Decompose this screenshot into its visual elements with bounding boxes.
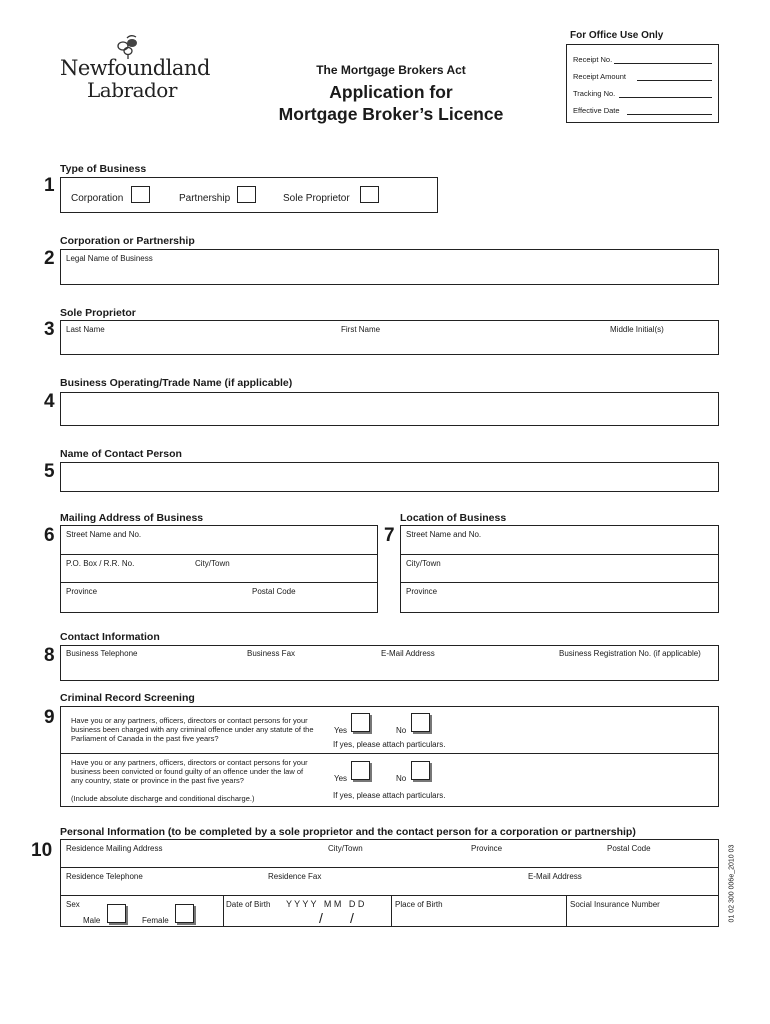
date-of-birth-format: Y Y Y Y M M D D: [286, 899, 365, 909]
dob-slash-2: /: [350, 910, 354, 926]
residence-telephone-label: Residence Telephone: [66, 872, 143, 881]
q1-no-checkbox[interactable]: [411, 713, 430, 732]
female-label: Female: [142, 916, 169, 925]
q2-yes-checkbox[interactable]: [351, 761, 370, 780]
legal-name-field[interactable]: [60, 249, 719, 285]
section-6-number: 6: [44, 525, 55, 546]
q1-no-label: No: [396, 726, 407, 735]
question-charged: Have you or any partners, officers, directors or contact persons for your business been charged with any criminal offence under any statute of the Parliament of Canada in the past five years?: [71, 716, 314, 743]
residence-province-label: Province: [471, 844, 503, 853]
section-6-title: Mailing Address of Business: [60, 512, 204, 524]
receipt-amount-line[interactable]: [637, 80, 712, 81]
act-name: The Mortgage Brokers Act: [316, 63, 466, 77]
section-3-title: Sole Proprietor: [60, 307, 136, 319]
divider: [61, 554, 378, 555]
q1-yes-label: Yes: [334, 726, 348, 735]
divider: [61, 895, 719, 896]
date-of-birth-label: Date of Birth: [226, 900, 271, 909]
q1-attach-note: If yes, please attach particulars.: [333, 740, 446, 749]
section-4-title: Business Operating/Trade Name (if applicable): [60, 377, 293, 389]
section-9-title: Criminal Record Screening: [60, 692, 195, 704]
divider: [61, 582, 378, 583]
divider: [61, 753, 719, 754]
divider: [391, 895, 392, 927]
residence-mailing-label: Residence Mailing Address: [66, 844, 163, 853]
mailing-province-label: Province: [66, 587, 98, 596]
sex-label: Sex: [66, 900, 80, 909]
trade-name-field[interactable]: [60, 392, 719, 426]
logo-newfoundland: Newfoundland: [60, 56, 210, 80]
divider: [401, 582, 719, 583]
corporation-label: Corporation: [71, 193, 124, 204]
location-province-label: Province: [406, 587, 438, 596]
divider: [566, 895, 567, 927]
male-checkbox[interactable]: [107, 904, 126, 923]
residence-fax-label: Residence Fax: [268, 872, 322, 881]
mailing-street-label: Street Name and No.: [66, 530, 142, 539]
first-name-label: First Name: [341, 325, 381, 334]
section-1-number: 1: [44, 175, 55, 196]
last-name-label: Last Name: [66, 325, 105, 334]
effective-date-label: Effective Date: [573, 106, 620, 115]
location-street-label: Street Name and No.: [406, 530, 482, 539]
receipt-no-label: Receipt No.: [573, 55, 613, 64]
mailing-postal-label: Postal Code: [252, 587, 296, 596]
section-7-title: Location of Business: [400, 512, 507, 524]
middle-initial-label: Middle Initial(s): [610, 325, 664, 334]
section-5-title: Name of Contact Person: [60, 448, 182, 460]
type-of-business-box: [60, 177, 438, 213]
q2-no-label: No: [396, 774, 407, 783]
place-of-birth-label: Place of Birth: [395, 900, 443, 909]
section-1-title: Type of Business: [60, 163, 147, 175]
section-8-title: Contact Information: [60, 631, 160, 643]
question-convicted-note: (Include absolute discharge and conditional discharge.): [71, 794, 255, 803]
female-checkbox[interactable]: [175, 904, 194, 923]
page-title-line2: Mortgage Broker’s Licence: [278, 104, 504, 124]
residence-postal-label: Postal Code: [607, 844, 651, 853]
q1-yes-checkbox[interactable]: [351, 713, 370, 732]
divider: [61, 867, 719, 868]
page-title-line1: Application for: [329, 82, 453, 102]
sin-label: Social Insurance Number: [570, 900, 660, 909]
corporation-checkbox[interactable]: [131, 186, 150, 203]
business-registration-label: Business Registration No. (if applicable): [559, 649, 701, 658]
section-10-title: Personal Information (to be completed by a sole proprietor and the contact person for a corporation or partnership): [60, 826, 636, 838]
partnership-label: Partnership: [179, 193, 231, 204]
office-use-heading: For Office Use Only: [570, 30, 664, 41]
personal-information-box: [60, 839, 719, 927]
section-2-title: Corporation or Partnership: [60, 235, 195, 247]
receipt-no-line[interactable]: [614, 63, 712, 64]
form-code: 01 02 300 006e_2010 03: [728, 844, 736, 923]
dob-slash-1: /: [319, 910, 323, 926]
q2-yes-label: Yes: [334, 774, 348, 783]
male-label: Male: [83, 916, 101, 925]
section-7-number: 7: [384, 525, 395, 546]
section-2-number: 2: [44, 248, 55, 269]
question-convicted: Have you or any partners, officers, directors or contact persons for your business been convicted or found guilty of an offence under the law of any country, state or province in the past five years?: [71, 758, 308, 785]
logo-labrador: Labrador: [87, 78, 177, 102]
sole-proprietor-name-box[interactable]: [60, 320, 719, 355]
partnership-checkbox[interactable]: [237, 186, 256, 203]
mailing-city-label: City/Town: [195, 559, 230, 568]
section-4-number: 4: [44, 391, 55, 412]
tracking-no-line[interactable]: [619, 97, 712, 98]
sole-proprietor-checkbox[interactable]: [360, 186, 379, 203]
contact-information-box[interactable]: [60, 645, 719, 681]
email-label: E-Mail Address: [381, 649, 435, 658]
section-5-number: 5: [44, 461, 55, 482]
section-9-number: 9: [44, 707, 55, 728]
criminal-screening-box: [60, 706, 719, 807]
q2-no-checkbox[interactable]: [411, 761, 430, 780]
q2-attach-note: If yes, please attach particulars.: [333, 791, 446, 800]
residence-city-label: City/Town: [328, 844, 363, 853]
personal-email-label: E-Mail Address: [528, 872, 582, 881]
contact-person-field[interactable]: [60, 462, 719, 492]
office-use-box: [566, 44, 719, 123]
mailing-address-box: [60, 525, 378, 613]
divider: [401, 554, 719, 555]
location-city-label: City/Town: [406, 559, 441, 568]
mailing-po-box-label: P.O. Box / R.R. No.: [66, 559, 135, 568]
legal-name-label: Legal Name of Business: [66, 254, 153, 263]
receipt-amount-label: Receipt Amount: [573, 72, 626, 81]
sole-proprietor-label: Sole Proprietor: [283, 193, 350, 204]
section-3-number: 3: [44, 319, 55, 340]
effective-date-line[interactable]: [627, 114, 712, 115]
business-telephone-label: Business Telephone: [66, 649, 138, 658]
divider: [223, 895, 224, 927]
business-location-box: [400, 525, 719, 613]
section-10-number: 10: [31, 840, 53, 861]
business-fax-label: Business Fax: [247, 649, 296, 658]
tracking-no-label: Tracking No.: [573, 89, 616, 98]
section-8-number: 8: [44, 645, 55, 666]
